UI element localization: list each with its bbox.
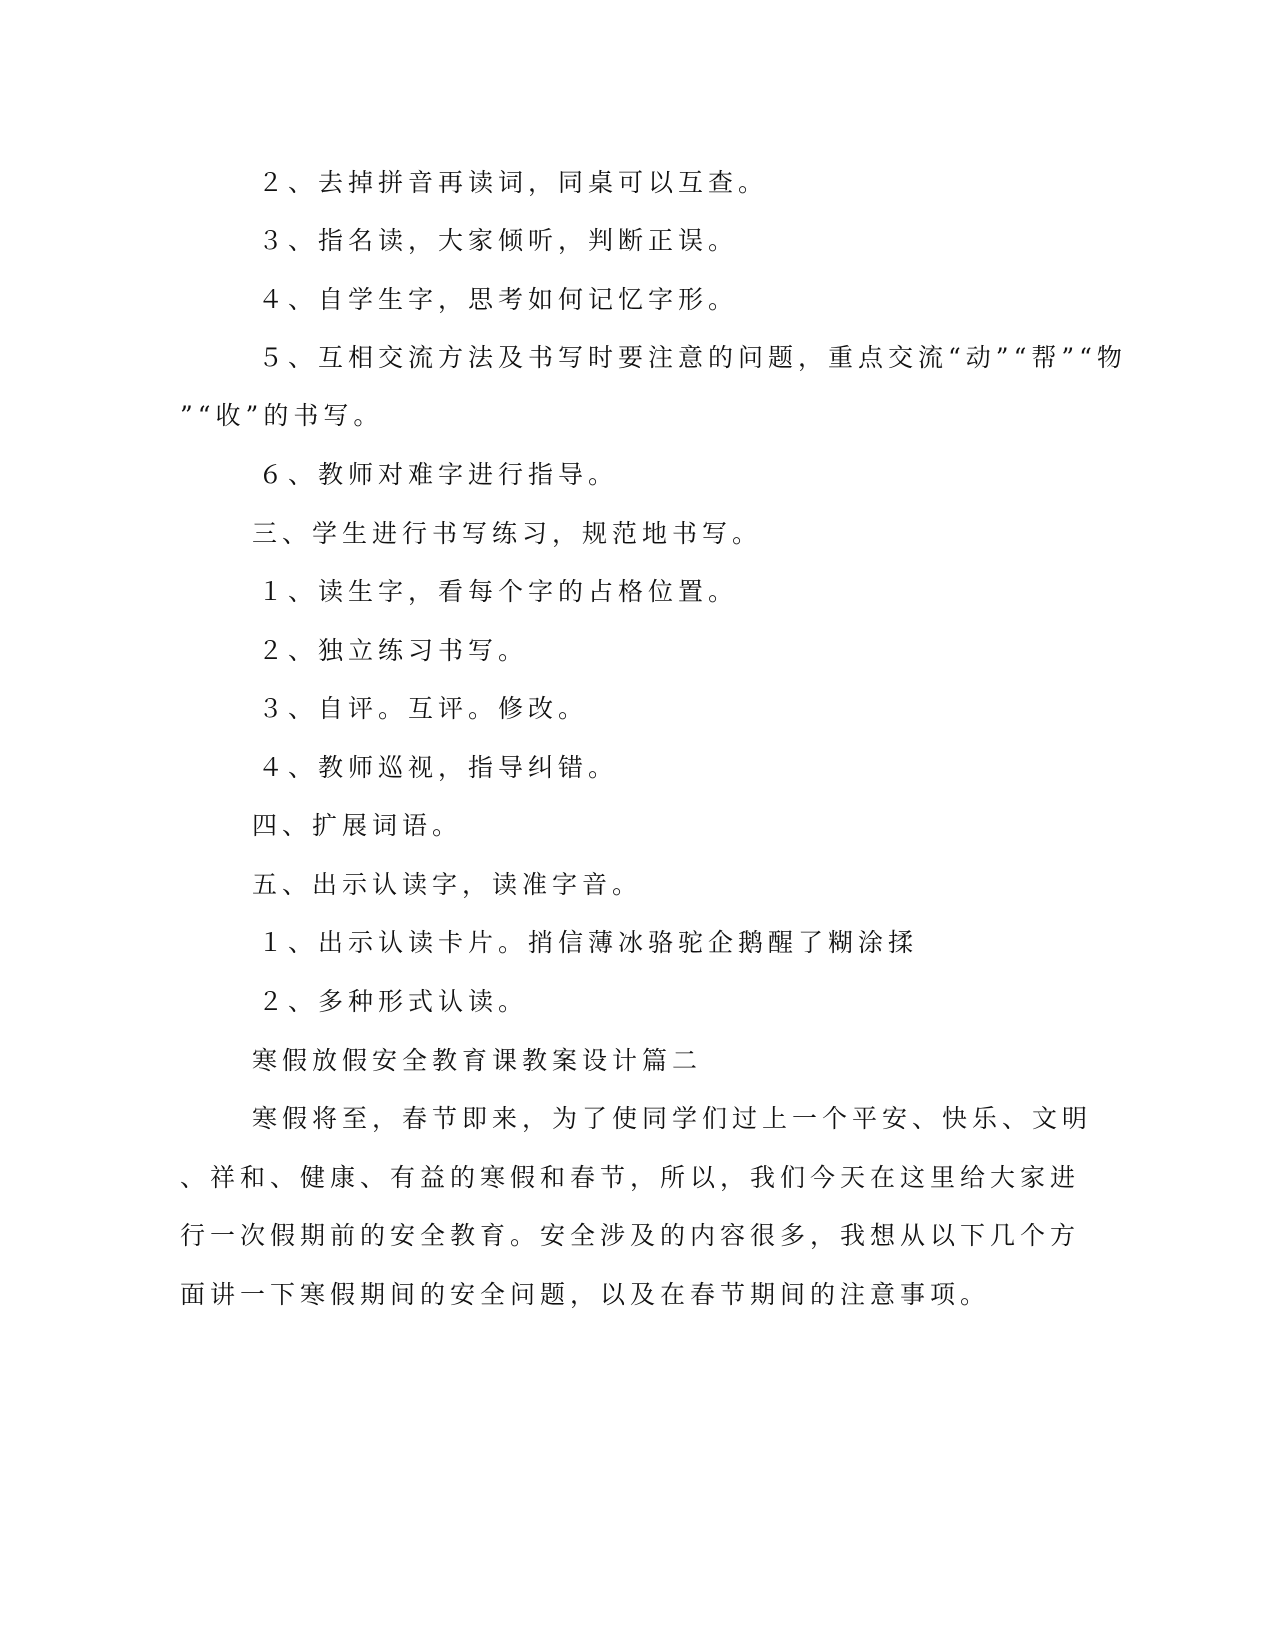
text-line-10: ３、自评。互评。修改。 bbox=[258, 694, 589, 723]
paragraph-line-3: 行一次假期前的安全教育。安全涉及的内容很多，我想从以下几个方 bbox=[180, 1221, 1081, 1250]
text-line-6: ６、教师对难字进行指导。 bbox=[258, 460, 619, 489]
text-line-11: ４、教师巡视，指导纠错。 bbox=[258, 753, 619, 782]
text-line-5: ”“收”的书写。 bbox=[180, 401, 384, 430]
section-heading-5: 五、出示认读字，读准字音。 bbox=[252, 870, 643, 899]
text-line-9: ２、独立练习书写。 bbox=[258, 636, 529, 665]
text-line-14: １、出示认读卡片。捎信薄冰骆驼企鹅醒了糊涂揉 bbox=[258, 928, 919, 957]
text-line-2: ３、指名读，大家倾听，判断正误。 bbox=[258, 226, 739, 255]
text-line-15: ２、多种形式认读。 bbox=[258, 987, 529, 1016]
paragraph-line-4: 面讲一下寒假期间的安全问题，以及在春节期间的注意事项。 bbox=[180, 1280, 991, 1309]
text-line-4: ５、互相交流方法及书写时要注意的问题，重点交流“动”“帮”“物 bbox=[258, 343, 1127, 372]
paragraph-line-2: 、祥和、健康、有益的寒假和春节，所以，我们今天在这里给大家进 bbox=[180, 1163, 1081, 1192]
article-title: 寒假放假安全教育课教案设计篇二 bbox=[252, 1046, 703, 1075]
section-heading-4: 四、扩展词语。 bbox=[252, 811, 463, 840]
text-line-3: ４、自学生字，思考如何记忆字形。 bbox=[258, 285, 739, 314]
text-line-8: １、读生字，看每个字的占格位置。 bbox=[258, 577, 739, 606]
paragraph-line-1: 寒假将至，春节即来，为了使同学们过上一个平安、快乐、文明 bbox=[252, 1104, 1093, 1133]
text-line-1: ２、去掉拼音再读词，同桌可以互查。 bbox=[258, 168, 769, 197]
section-heading-3: 三、学生进行书写练习，规范地书写。 bbox=[252, 519, 763, 548]
